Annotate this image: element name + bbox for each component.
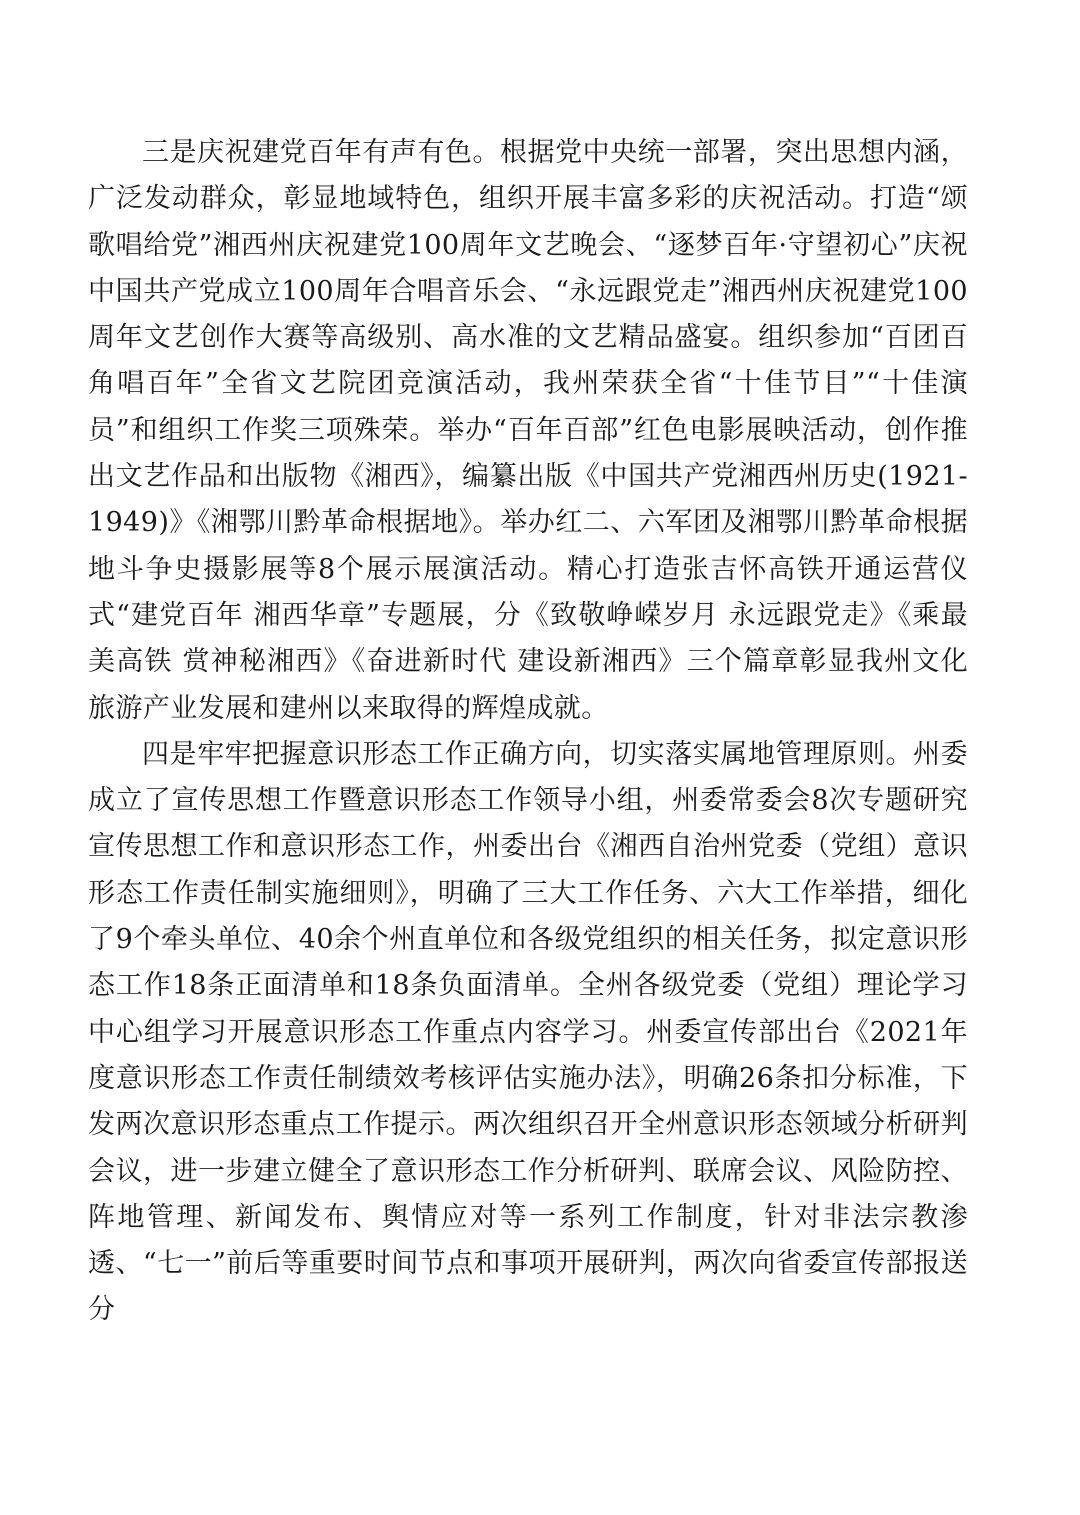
paragraph-celebration: 三是庆祝建党百年有声有色。根据党中央统一部署，突出思想内涵，广泛发动群众，彰显地域特色，组织开展丰富多彩的庆祝活动。打造“颂歌唱给党”湘西州庆祝建党100周年文艺晚会、“逐梦百年·守望初心”庆祝中国共产党成立100周年合唱音乐会、“永远跟党走”湘西州庆祝建党100周年文艺创作大赛等高级别、高水准的文艺精品盛宴。组织参加“百团百角唱百年”全省文艺院团竞演活动，我州荣获全省“十佳节目”“十佳演员”和组织工作奖三项殊荣。举办“百年百部”红色电影展映活动，创作推出文艺作品和出版物《湘西》，编纂出版《中国共产党湘西州历史(1921-1949)》《湘鄂川黔革命根据地》。举办红二、六军团及湘鄂川黔革命根据地斗争史摄影展等8个展示展演活动。精心打造张吉怀高铁开通运营仪式“建党百年 湘西华章”专题展，分《致敬峥嵘岁月 永远跟党走》《乘最美高铁 赏神秘湘西》《奋进新时代 建设新湘西》三个篇章彰显我州文化旅游产业发展和建州以来取得的辉煌成就。 [88,137,968,724]
document-body [88,130,968,1334]
paragraph-ideology: 四是牢牢把握意识形态工作正确方向，切实落实属地管理原则。州委成立了宣传思想工作暨意识形态工作领导小组，州委常委会8次专题研究宣传思想工作和意识形态工作，州委出台《湘西自治州党委（党组）意识形态工作责任制实施细则》，明确了三大工作任务、六大工作举措，细化了9个牵头单位、40余个州直单位和各级党组织的相关任务，拟定意识形态工作18条正面清单和18条负面清单。全州各级党委（党组）理论学习中心组学习开展意识形态工作重点内容学习。州委宣传部出台《2021年度意识形态工作责任制绩效考核评估实施办法》，明确26条扣分标准，下发两次意识形态重点工作提示。两次组织召开全州意识形态领域分析研判会议，进一步建立健全了意识形态工作分析研判、联席会议、风险防控、阵地管理、新闻发布、舆情应对等一系列工作制度，针对非法宗教渗透、“七一”前后等重要时间节点和事项开展研判，两次向省委宣传部报送分 [88,738,968,1326]
